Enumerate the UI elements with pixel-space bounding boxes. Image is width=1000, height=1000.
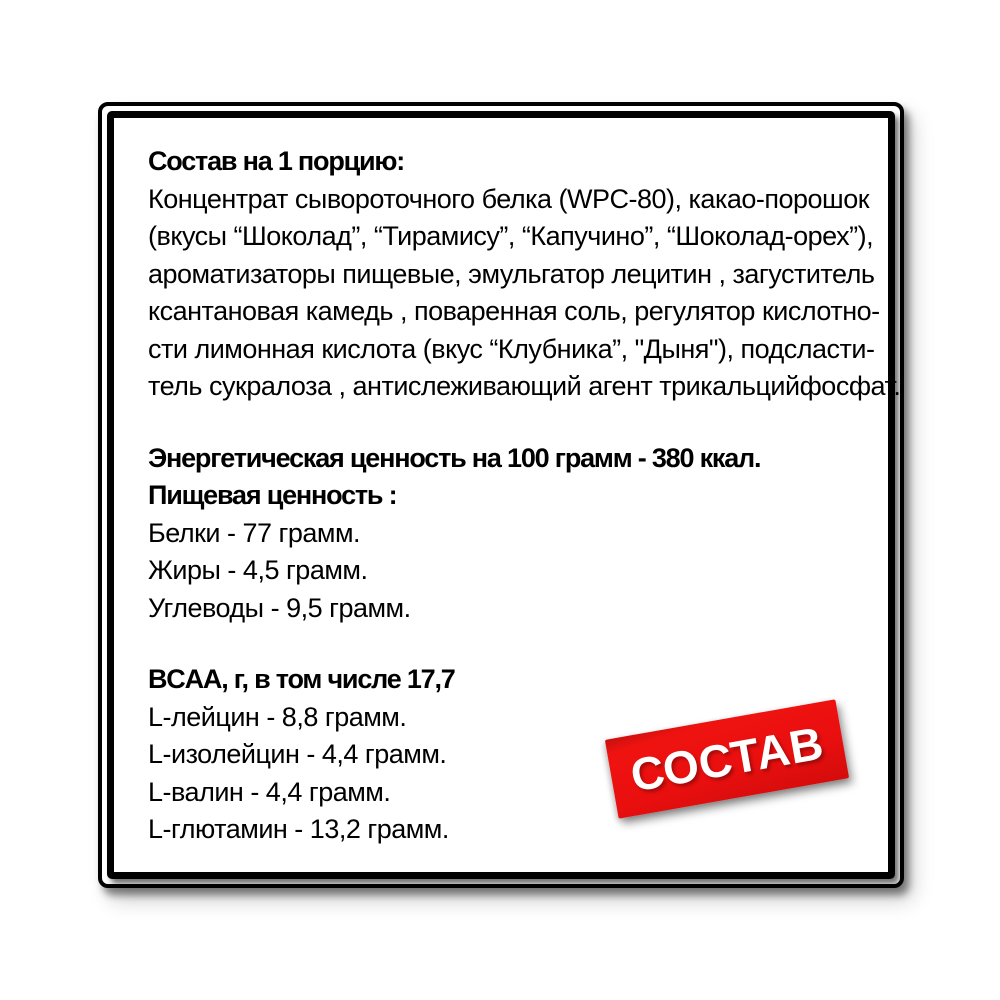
protein-line: Белки - 77 грамм. <box>148 517 361 548</box>
bcaa-title: BCAA, г, в том числе 17,7 <box>148 664 455 694</box>
composition-line: сти лимонная кислота (вкус “Клубника”, "Дыня"), подсласти- <box>148 333 875 364</box>
composition-line: Концентрат сывороточного белка (WPC-80), какао-порошок <box>148 183 870 214</box>
valine-line: L-валин - 4,4 грамм. <box>148 776 391 807</box>
fat-line: Жиры - 4,5 грамм. <box>148 555 368 585</box>
nutrition-section <box>148 440 868 628</box>
carbs-line: Углеводы - 9,5 грамм. <box>148 592 411 623</box>
leucine-line: L-лейцин - 8,8 грамм. <box>148 701 407 732</box>
composition-line: (вкусы “Шоколад”, “Тирамису”, “Капучино”, “Шоколад-орех”), <box>148 221 874 251</box>
nutrition-value-title: Пищевая ценность : <box>148 480 397 510</box>
composition-line: ароматизаторы пищевые, эмульгатор лецитин , загуститель <box>148 258 875 289</box>
energy-value-title: Энергетическая ценность на 100 грамм - 380 ккал. <box>148 442 761 473</box>
isoleucine-line: L-изолейцин - 4,4 грамм. <box>148 739 447 769</box>
glutamine-line: L-глютамин - 13,2 грамм. <box>148 814 449 844</box>
composition-line: тель сукралоза , антислеживающий агент трикальцийфосфат. <box>148 371 901 401</box>
sostav-stamp-label: СОСТАВ <box>626 716 828 802</box>
composition-section <box>148 143 901 406</box>
composition-line: ксантановая камедь , поваренная соль, регулятор кислотно- <box>148 296 880 326</box>
composition-title: Состав на 1 порцию: <box>148 146 405 176</box>
